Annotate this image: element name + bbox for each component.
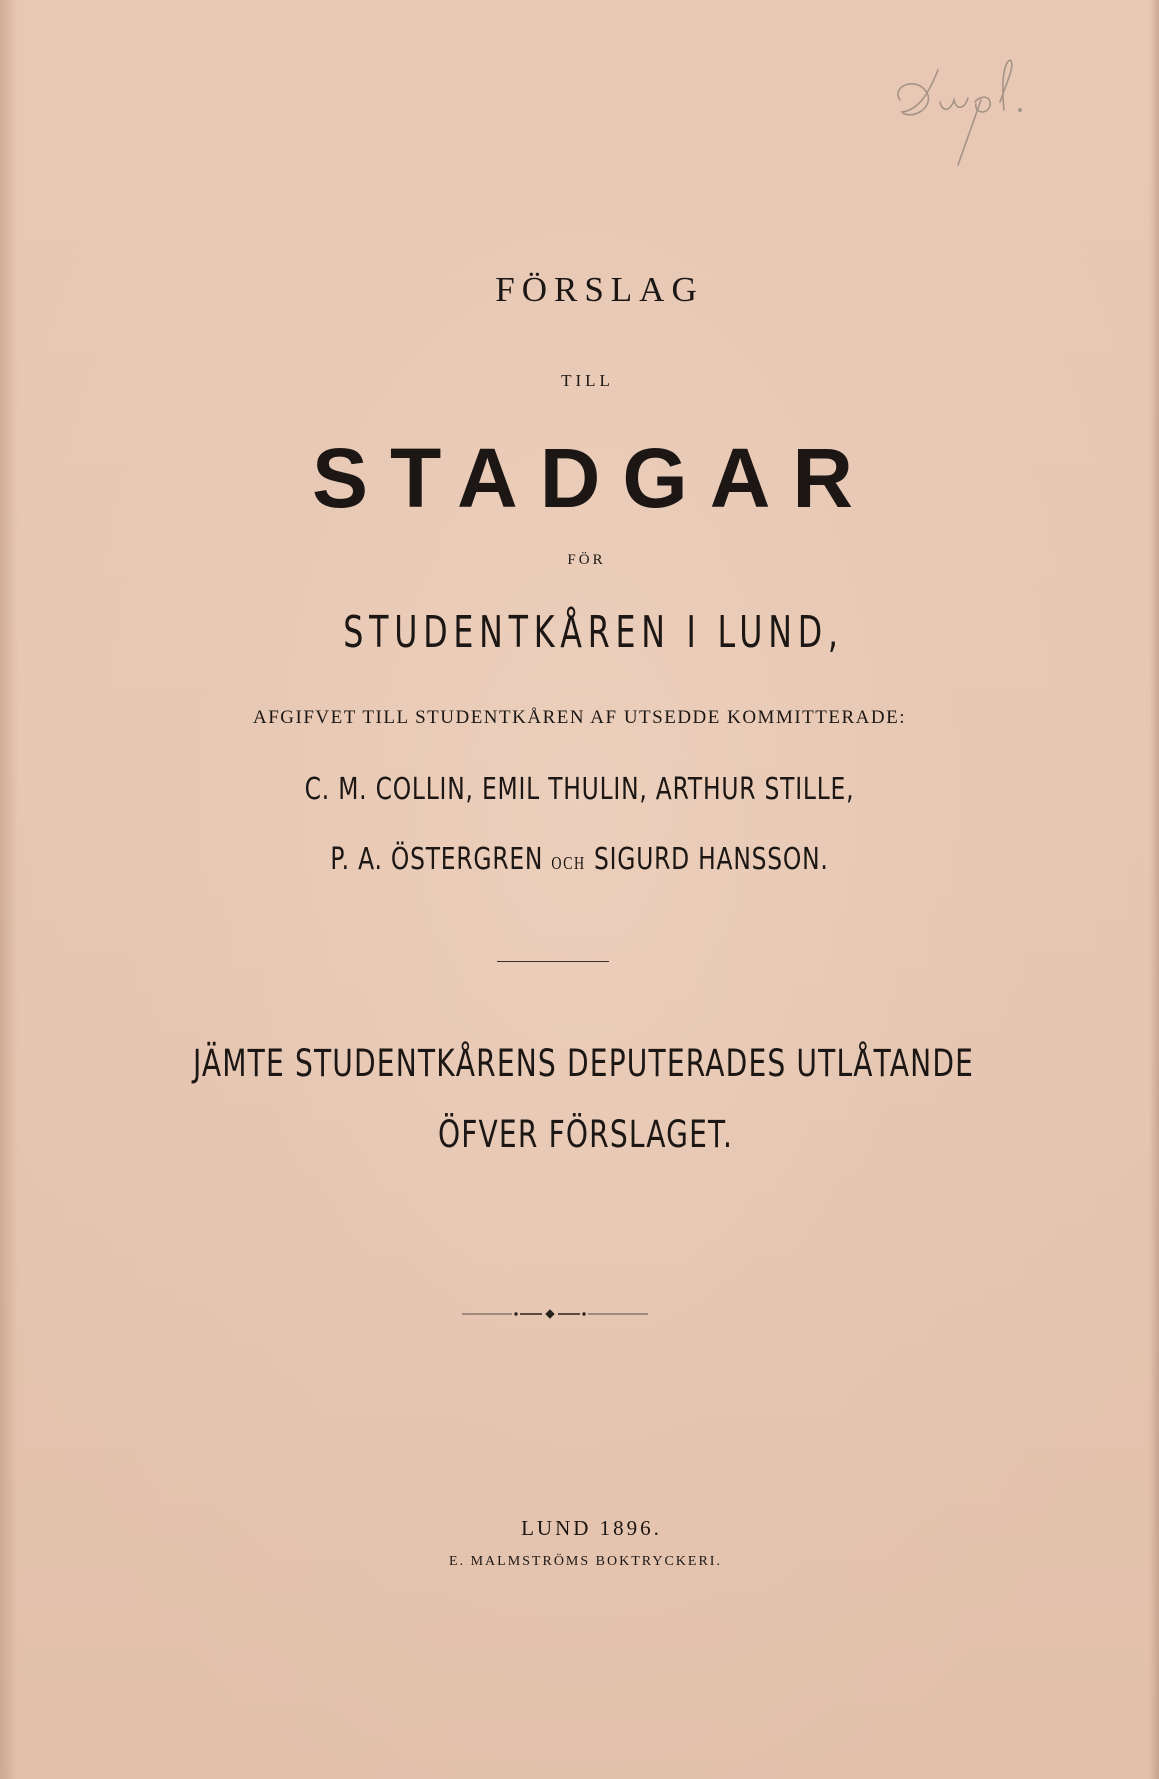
committee-name-hansson: SIGURD HANSSON.	[593, 842, 829, 877]
title-studentkaren: STUDENTKÅREN I LUND,	[343, 607, 844, 658]
title-stadgar: STADGAR	[311, 431, 876, 525]
subtitle-afgifvet: AFGIFVET TILL STUDENTKÅREN AF UTSEDDE KOMMITTERADE:	[253, 707, 906, 728]
imprint-printer: E. MALMSTRÖMS BOKTRYCKERI.	[449, 1554, 722, 1569]
title-forslag: FÖRSLAG	[495, 270, 704, 309]
committee-names-line-1: C. M. COLLIN, EMIL THULIN, ARTHUR STILLE,	[304, 772, 855, 807]
ornament-divider-icon	[462, 1306, 648, 1322]
handwritten-signature	[880, 40, 1090, 170]
appendix-title-line-1: JÄMTE STUDENTKÅRENS DEPUTERADES UTLÅTANDE	[192, 1042, 975, 1085]
title-till: TILL	[561, 371, 614, 390]
committee-names-line-2	[127, 842, 1031, 877]
committee-name-ostergren: P. A. ÖSTERGREN	[330, 842, 544, 877]
title-for: FÖR	[567, 552, 606, 568]
conjunction-och: OCH	[551, 853, 586, 873]
imprint-place-year: LUND 1896.	[521, 1516, 662, 1540]
horizontal-rule-icon	[497, 961, 609, 962]
appendix-title-line-2: ÖFVER FÖRSLAGET.	[437, 1113, 734, 1156]
